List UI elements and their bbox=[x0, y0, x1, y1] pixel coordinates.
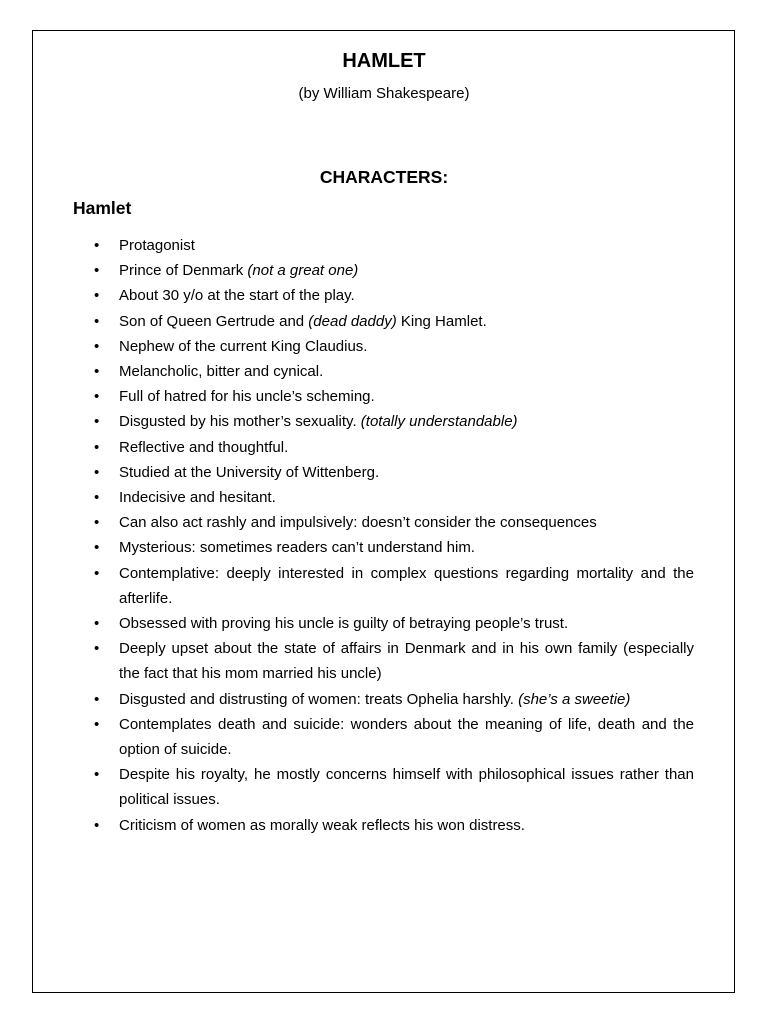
trait-text: Criticism of women as morally weak reflects his won distress. bbox=[119, 816, 525, 834]
trait-note: (dead daddy) bbox=[308, 312, 397, 330]
bullet-icon: • bbox=[94, 564, 100, 582]
bullet-icon: • bbox=[94, 388, 100, 406]
list-item bbox=[94, 611, 694, 636]
bullet-icon: • bbox=[94, 489, 100, 507]
traits-list bbox=[94, 233, 694, 838]
bullet-icon: • bbox=[94, 438, 100, 456]
trait-text: Nephew of the current King Claudius. bbox=[119, 337, 368, 355]
trait-text: Disgusted and distrusting of women: treats Ophelia harshly. bbox=[119, 690, 519, 708]
trait-text-after: King Hamlet. bbox=[396, 312, 487, 330]
bullet-icon: • bbox=[94, 262, 100, 280]
list-item bbox=[94, 813, 694, 838]
bullet-icon: • bbox=[94, 337, 100, 355]
list-item bbox=[94, 535, 694, 560]
trait-text: Can also act rashly and impulsively: doesn’t consider the consequences bbox=[119, 514, 597, 532]
list-item bbox=[94, 359, 694, 384]
trait-text: Studied at the University of Wittenberg. bbox=[119, 463, 380, 481]
character-name: Hamlet bbox=[73, 198, 132, 218]
trait-text: Despite his royalty, he mostly concerns himself with philosophical issues rather than political issues. bbox=[119, 766, 694, 809]
document-title: HAMLET bbox=[342, 50, 426, 72]
list-item bbox=[94, 712, 694, 762]
list-item bbox=[94, 762, 694, 812]
list-item bbox=[94, 510, 694, 535]
trait-text: Contemplative: deeply interested in complex questions regarding mortality and the afterlife. bbox=[119, 564, 694, 607]
list-item bbox=[94, 561, 694, 611]
bullet-icon: • bbox=[94, 312, 100, 330]
trait-note: (not a great one) bbox=[247, 262, 359, 280]
list-item bbox=[94, 233, 694, 258]
bullet-icon: • bbox=[94, 237, 100, 254]
trait-text: Melancholic, bitter and cynical. bbox=[119, 363, 324, 381]
list-item bbox=[94, 435, 694, 460]
trait-text: Prince of Denmark bbox=[119, 262, 248, 280]
list-item bbox=[94, 334, 694, 359]
bullet-icon: • bbox=[94, 615, 100, 633]
bullet-icon: • bbox=[94, 690, 100, 708]
list-item bbox=[94, 283, 694, 308]
list-item bbox=[94, 485, 694, 510]
bullet-icon: • bbox=[94, 715, 100, 733]
list-item bbox=[94, 460, 694, 485]
trait-note: (she’s a sweetie) bbox=[518, 690, 631, 708]
bullet-icon: • bbox=[94, 539, 100, 557]
bullet-icon: • bbox=[94, 287, 100, 305]
list-item bbox=[94, 409, 694, 434]
trait-text: Obsessed with proving his uncle is guilty of betraying people’s trust. bbox=[119, 615, 569, 633]
list-item bbox=[94, 384, 694, 409]
trait-text: About 30 y/o at the start of the play. bbox=[119, 287, 355, 305]
trait-text: Contemplates death and suicide: wonders about the meaning of life, death and the option of suicide. bbox=[119, 715, 694, 759]
bullet-icon: • bbox=[94, 413, 100, 431]
section-heading: CHARACTERS: bbox=[319, 167, 449, 187]
list-item bbox=[94, 258, 694, 283]
trait-text: Indecisive and hesitant. bbox=[119, 489, 276, 507]
trait-note: (totally understandable) bbox=[360, 413, 518, 431]
document-subtitle: (by William Shakespeare) bbox=[298, 85, 470, 102]
trait-text: Full of hatred for his uncle’s scheming. bbox=[119, 388, 375, 406]
bullet-icon: • bbox=[94, 514, 100, 532]
trait-text: Protagonist bbox=[119, 237, 195, 254]
trait-text: Mysterious: sometimes readers can’t understand him. bbox=[119, 539, 475, 557]
trait-text: Deeply upset about the state of affairs in Denmark and in his own family (especially the fact that his mom married his uncle) bbox=[119, 640, 694, 683]
trait-text: Son of Queen Gertrude and bbox=[119, 312, 309, 330]
list-item bbox=[94, 687, 694, 712]
bullet-icon: • bbox=[94, 640, 100, 658]
bullet-icon: • bbox=[94, 816, 100, 834]
trait-text: Reflective and thoughtful. bbox=[119, 438, 289, 456]
bullet-icon: • bbox=[94, 463, 100, 481]
trait-text: Disgusted by his mother’s sexuality. bbox=[119, 413, 361, 431]
bullet-icon: • bbox=[94, 766, 100, 784]
bullet-icon: • bbox=[94, 363, 100, 381]
list-item bbox=[94, 309, 694, 334]
list-item bbox=[94, 636, 694, 686]
